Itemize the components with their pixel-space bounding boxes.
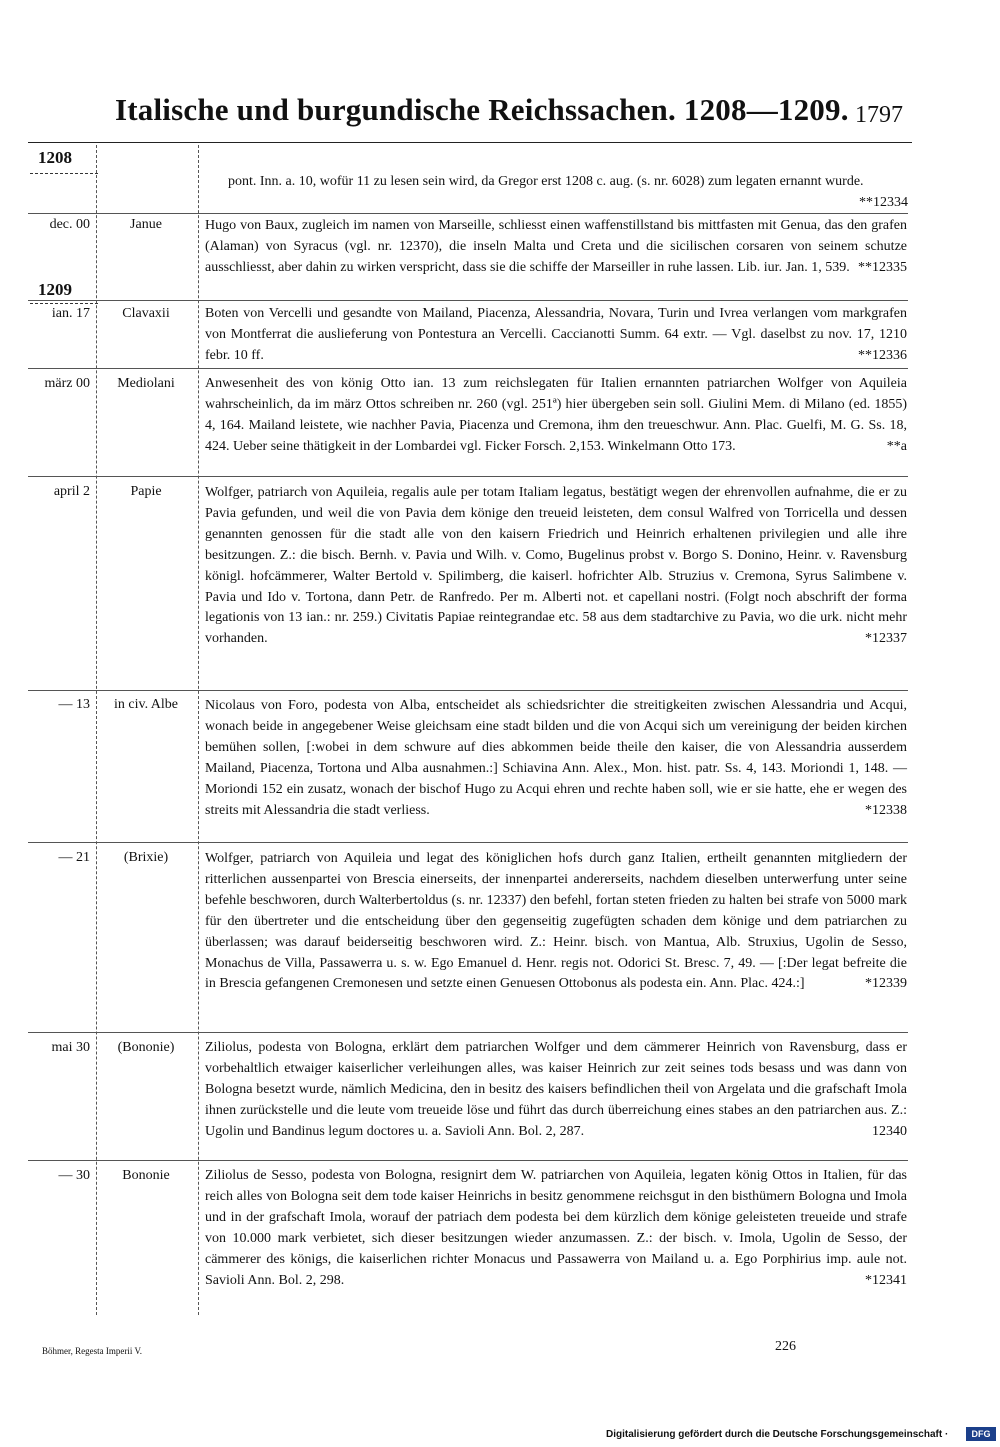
entry-divider bbox=[28, 842, 908, 843]
entry-divider bbox=[28, 690, 908, 691]
entry-text: Wolfger, patriarch von Aquileia, regalis aule per totam Italiam legatus, bestätigt wegen der ehrenvollen aufnahme, die er zu Pavia gefunden, und weil die von Pavia dem könige den treueid leisteten, dem consul Walfred von Torricella und dessen genannten genossen für die stadt alle von den kaisern Friedrich und Heinrich erhaltenen privilegien und alle ihre besitzungen. Z.: die bisch. Bernh. v. Pavia und Wilh. v. Como, Bugelinus probst v. Borgo S. Donino, Heinr. v. Ravensburg königl. hofcämmerer, Walter Bertold v. Spilimberg, die kaiserl. hofrichter Alb. Struzius v. Cremona, Syrus Salimbene v. Pavia und Ido v. Tortona, dann Petr. de Ranfredo. Per m. Alberti not. et capellani nostri. (Folgt noch abschrift der forma legationis von 13 ian.: nr. 259.) Civitatis Papiae reintegrandae etc. 58 aus dem stadtarchive zu Pavia, wo die urk. nicht mehr vorhanden. bbox=[205, 485, 907, 647]
regest-entry bbox=[228, 172, 908, 214]
entry-date: — 30 bbox=[58, 1168, 90, 1183]
entry-date: märz 00 bbox=[44, 376, 90, 391]
entry-place: (Bononie) bbox=[117, 1040, 175, 1055]
entry-divider bbox=[28, 476, 908, 477]
entry-date: — 13 bbox=[58, 697, 90, 712]
year-label: 1209 bbox=[38, 280, 72, 299]
entry-divider bbox=[28, 1032, 908, 1033]
year-divider bbox=[30, 303, 98, 304]
regest-number: *12337 bbox=[865, 631, 907, 647]
column-divider bbox=[198, 145, 199, 1315]
regest-entry bbox=[205, 1038, 907, 1143]
entry-place: Clavaxii bbox=[122, 306, 170, 321]
page-title: Italische und burgundische Reichssachen. 1208—1209. bbox=[115, 92, 849, 127]
year-divider bbox=[30, 173, 98, 174]
entry-text: Ziliolus de Sesso, podesta von Bologna, resignirt dem W. patriarchen von Aquileia, legaten könig Ottos in Italien, für das reich alles von Bologna seit dem tode kaiser Heinrichs in besitz genommene reichsgut in den bisthümern Bologna und Imola und in der grafschaft Imola, worauf der patriach dem podesta bei dem kürzlich dem könige geleisteten treueide und strafe von 10.000 mark verbietet, sich dieser besitzungen wieder anzumassen. Z.: der bisch. v. Imola, Ugolin de Sesso, der cämmerer des königs, die kaiserlichen richter Monacus und Passawerra von Mailand u. a. Ego Porphirius imp. aule not. Savioli Ann. Bol. 2, 298. bbox=[205, 1168, 907, 1288]
footer-source: Böhmer, Regesta Imperii V. bbox=[42, 1346, 143, 1356]
regest-number: **a bbox=[886, 438, 907, 454]
regest-entry bbox=[205, 1166, 907, 1291]
entry-divider bbox=[28, 300, 908, 301]
page-number: 1797 bbox=[855, 102, 903, 128]
column-divider bbox=[96, 145, 97, 1315]
entry-date: mai 30 bbox=[51, 1040, 90, 1055]
entry-text: Nicolaus von Foro, podesta von Alba, entscheidet als schiedsrichter die streitigkeiten zwischen Alessandria und Acqui, wonach beide in angegebener Weise gleichsam eine stadt bilden und die von Acqui sich um vereinigung der beiden kirchen bemühen sollen, [:wobei in dem schwure auf dies abkommen beide theile den kaiser, die von Alessandria ausserdem Mailand, Piacenza, Tortona und Alba ausnahmen.:] Schiavina Ann. Alex., Mon. hist. patr. Ss. 4, 143. Moriondi 1, 148. — Moriondi 152 ein zusatz, wonach der bischof Hugo zu Acqui ehren und rechte haben soll, wie er sie hatte, ehe er wegen des streits mit Alessandria die stadt verliess. bbox=[205, 698, 907, 818]
entry-date: april 2 bbox=[53, 484, 90, 499]
entry-date: ian. 17 bbox=[51, 306, 90, 321]
regest-number: **12336 bbox=[858, 347, 907, 363]
entry-place: Papie bbox=[130, 484, 162, 499]
entry-text: Ziliolus, podesta von Bologna, erklärt dem patriarchen Wolfger und dem cämmerer Heinrich von Ravensburg, dass er vorbehaltlich etwaiger kaiserlicher verleihungen alles, was kaiser Heinrich zur zeit seines tods besass und was dann von Bologna besetzt wurde, nämlich Medicina, den in besitz des kaisers befindlichen theil von Argelata und die grafschaft Imola ihnen zurückstelle und die leute vom treueide löse und führt das durch überreichung eines stabes an den patriarchen aus. Z.: Ugolin und Bandinus legum doctores u. a. Savioli Ann. Bol. 2, 287. bbox=[205, 1040, 907, 1139]
regest-number: **12335 bbox=[858, 259, 907, 275]
regest-number: *12338 bbox=[865, 802, 907, 818]
regest-entry bbox=[205, 216, 907, 279]
entry-place: Mediolani bbox=[117, 376, 175, 391]
dfg-logo-icon: DFG bbox=[966, 1427, 996, 1441]
entry-text: Wolfger, patriarch von Aquileia und legat des königlichen hofs durch ganz Italien, ertheilt genannten mitgliedern der ritterlichen aussenpartei von Brescia einerseits, der innenpartei andererseits, nachdem dieselben unterwerfung unter seine befehle beschworen, durch Walterbertoldus (s. nr. 12337) den befehl, fortan steten frieden zu halten bei strafe von 5000 mark für den übertreter und die entscheidung über den gegenseitig zugefügten schaden dem könige und dem patriarchen zu überlassen; was darauf beiderseitig beschworen wird. Z.: Heinr. bisch. von Mantua, Alb. Struxius, Ugolin de Sesso, Monachus de Villa, Passawerra u. s. w. Ego Emanuel d. Henr. regis not. Odorici St. Bresc. 7, 49. — [:Der legat befreite die in Brescia gefangenen Cremonesen und setzte einen Genuesen Ottobonus als podesta ein. Ann. Plac. 424.:] bbox=[205, 851, 907, 992]
year-label: 1208 bbox=[38, 148, 72, 167]
entry-date: — 21 bbox=[58, 850, 90, 865]
entry-place: Bononie bbox=[122, 1168, 170, 1183]
entry-divider bbox=[28, 213, 908, 214]
entry-place: (Brixie) bbox=[123, 850, 169, 865]
entry-text: pont. Inn. a. 10, wofür 11 zu lesen sein wird, da Gregor erst 1208 c. aug. (s. nr. 6028) zum legaten ernannt wurde. bbox=[228, 174, 864, 189]
dfg-credit: Digitalisierung gefördert durch die Deutsche Forschungsgemeinschaft · bbox=[606, 1429, 949, 1440]
regest-entry bbox=[205, 483, 907, 650]
regest-number: **12334 bbox=[859, 194, 908, 210]
entry-place: in civ. Albe bbox=[113, 697, 179, 712]
header-rule bbox=[28, 142, 912, 143]
entry-date: dec. 00 bbox=[49, 217, 90, 232]
regest-number: 12340 bbox=[872, 1123, 907, 1139]
regest-number: *12341 bbox=[865, 1272, 907, 1288]
regest-entry bbox=[205, 849, 907, 995]
entry-divider bbox=[28, 368, 908, 369]
footer-page-number: 226 bbox=[775, 1339, 796, 1354]
regest-entry bbox=[205, 696, 907, 821]
entry-text: Boten von Vercelli und gesandte von Mailand, Piacenza, Alessandria, Novara, Turin und Ivrea verlangen vom markgrafen von Montferrat die auslieferung von Pontestura an Vercelli. Caccianotti Summ. 64 extr. — Vgl. daselbst zu nov. 17, 1210 febr. 10 ff. bbox=[205, 306, 907, 363]
regest-number: *12339 bbox=[865, 976, 907, 992]
regest-entry bbox=[205, 304, 907, 367]
entry-place: Janue bbox=[130, 217, 162, 232]
entry-text: Hugo von Baux, zugleich im namen von Marseille, schliesst einen waffenstillstand bis mittfasten mit Genua, das den grafen (Alaman) von Syracus (vgl. nr. 12370), die inseln Malta und Creta und die sicilischen corsaren von seinem schutze ausschliesst, aber dahin zu wirken verspricht, dass sie die schiffe der Marseiller in ruhe lassen. Lib. iur. Jan. 1, 539. bbox=[205, 218, 907, 275]
entry-text: Anwesenheit des von könig Otto ian. 13 zum reichslegaten für Italien ernannten patriarchen Wolfger von Aquileia wahrscheinlich, da im märz Ottos schreiben nr. 260 (vgl. 251ª) hier übergeben sein soll. Giulini Mem. di Milano (ed. 1855) 4, 164. Mailand leistete, wie nachher Pavia, Piacenza und Cremona, ihm den treueschwur. Ann. Plac. Guelfi, M. G. Ss. 18, 424. Ueber seine thätigkeit in der Lombardei vgl. Ficker Forsch. 2,153. Winkelmann Otto 173. bbox=[205, 376, 907, 454]
entry-divider bbox=[28, 1160, 908, 1161]
regest-entry bbox=[205, 374, 907, 458]
